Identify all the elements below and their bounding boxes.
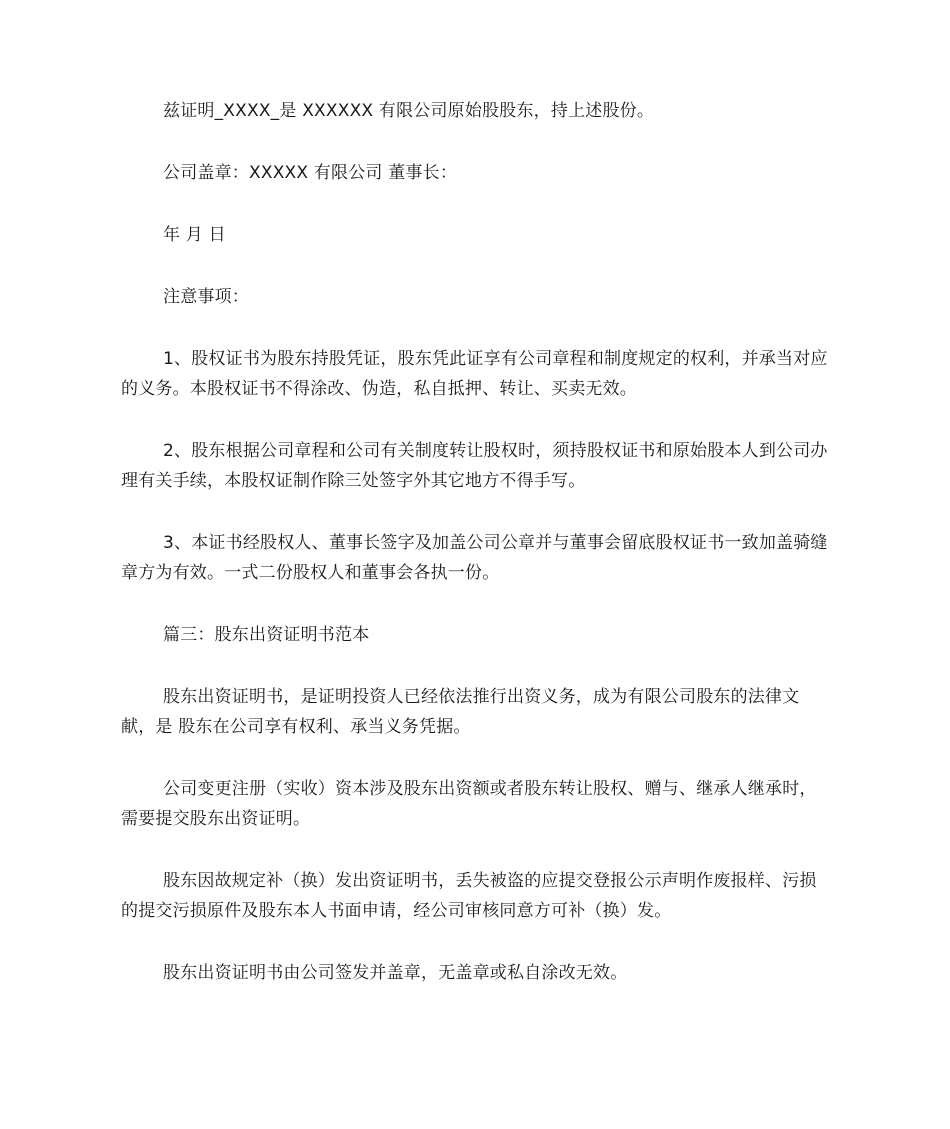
document-body	[121, 96, 831, 1020]
note-item-2: 2、股东根据公司章程和公司有关制度转让股权时，须持股权证书和原始股本人到公司办理有关手续，本股权证制作除三处签字外其它地方不得手写。	[121, 441, 828, 491]
body-paragraph: 股东因故规定补（换）发出资证明书，丢失被盗的应提交登报公示声明作废报样、污损的提交污损原件及股东本人书面申请，经公司审核同意方可补（换）发。	[121, 871, 817, 921]
body-paragraph: 股东出资证明书由公司签发并盖章，无盖章或私自涂改无效。	[163, 963, 628, 983]
note-item-3: 3、本证书经股权人、董事长签字及加盖公司公章并与董事会留底股权证书一致加盖骑缝章方为有效。一式二份股权人和董事会各执一份。	[121, 533, 828, 583]
date-line: 年 月 日	[163, 225, 226, 245]
body-paragraph: 公司变更注册（实收）资本涉及股东出资额或者股东转让股权、赠与、继承人继承时，需要提交股东出资证明。	[121, 779, 817, 829]
company-seal-line: 公司盖章：XXXXX 有限公司 董事长：	[163, 163, 458, 183]
body-paragraph: 股东出资证明书，是证明投资人已经依法推行出资义务，成为有限公司股东的法律文献，是 股东在公司享有权利、承当义务凭据。	[121, 687, 800, 737]
notes-heading: 注意事项：	[163, 287, 249, 307]
section-heading: 篇三：股东出资证明书范本	[163, 625, 370, 645]
note-item-1: 1、股权证书为股东持股凭证，股东凭此证享有公司章程和制度规定的权利，并承当对应的义务。本股权证书不得涂改、伪造，私自抵押、转让、买卖无效。	[121, 349, 828, 399]
certification-statement: 兹证明_XXXX_是 XXXXXX 有限公司原始股股东，持上述股份。	[163, 101, 655, 121]
